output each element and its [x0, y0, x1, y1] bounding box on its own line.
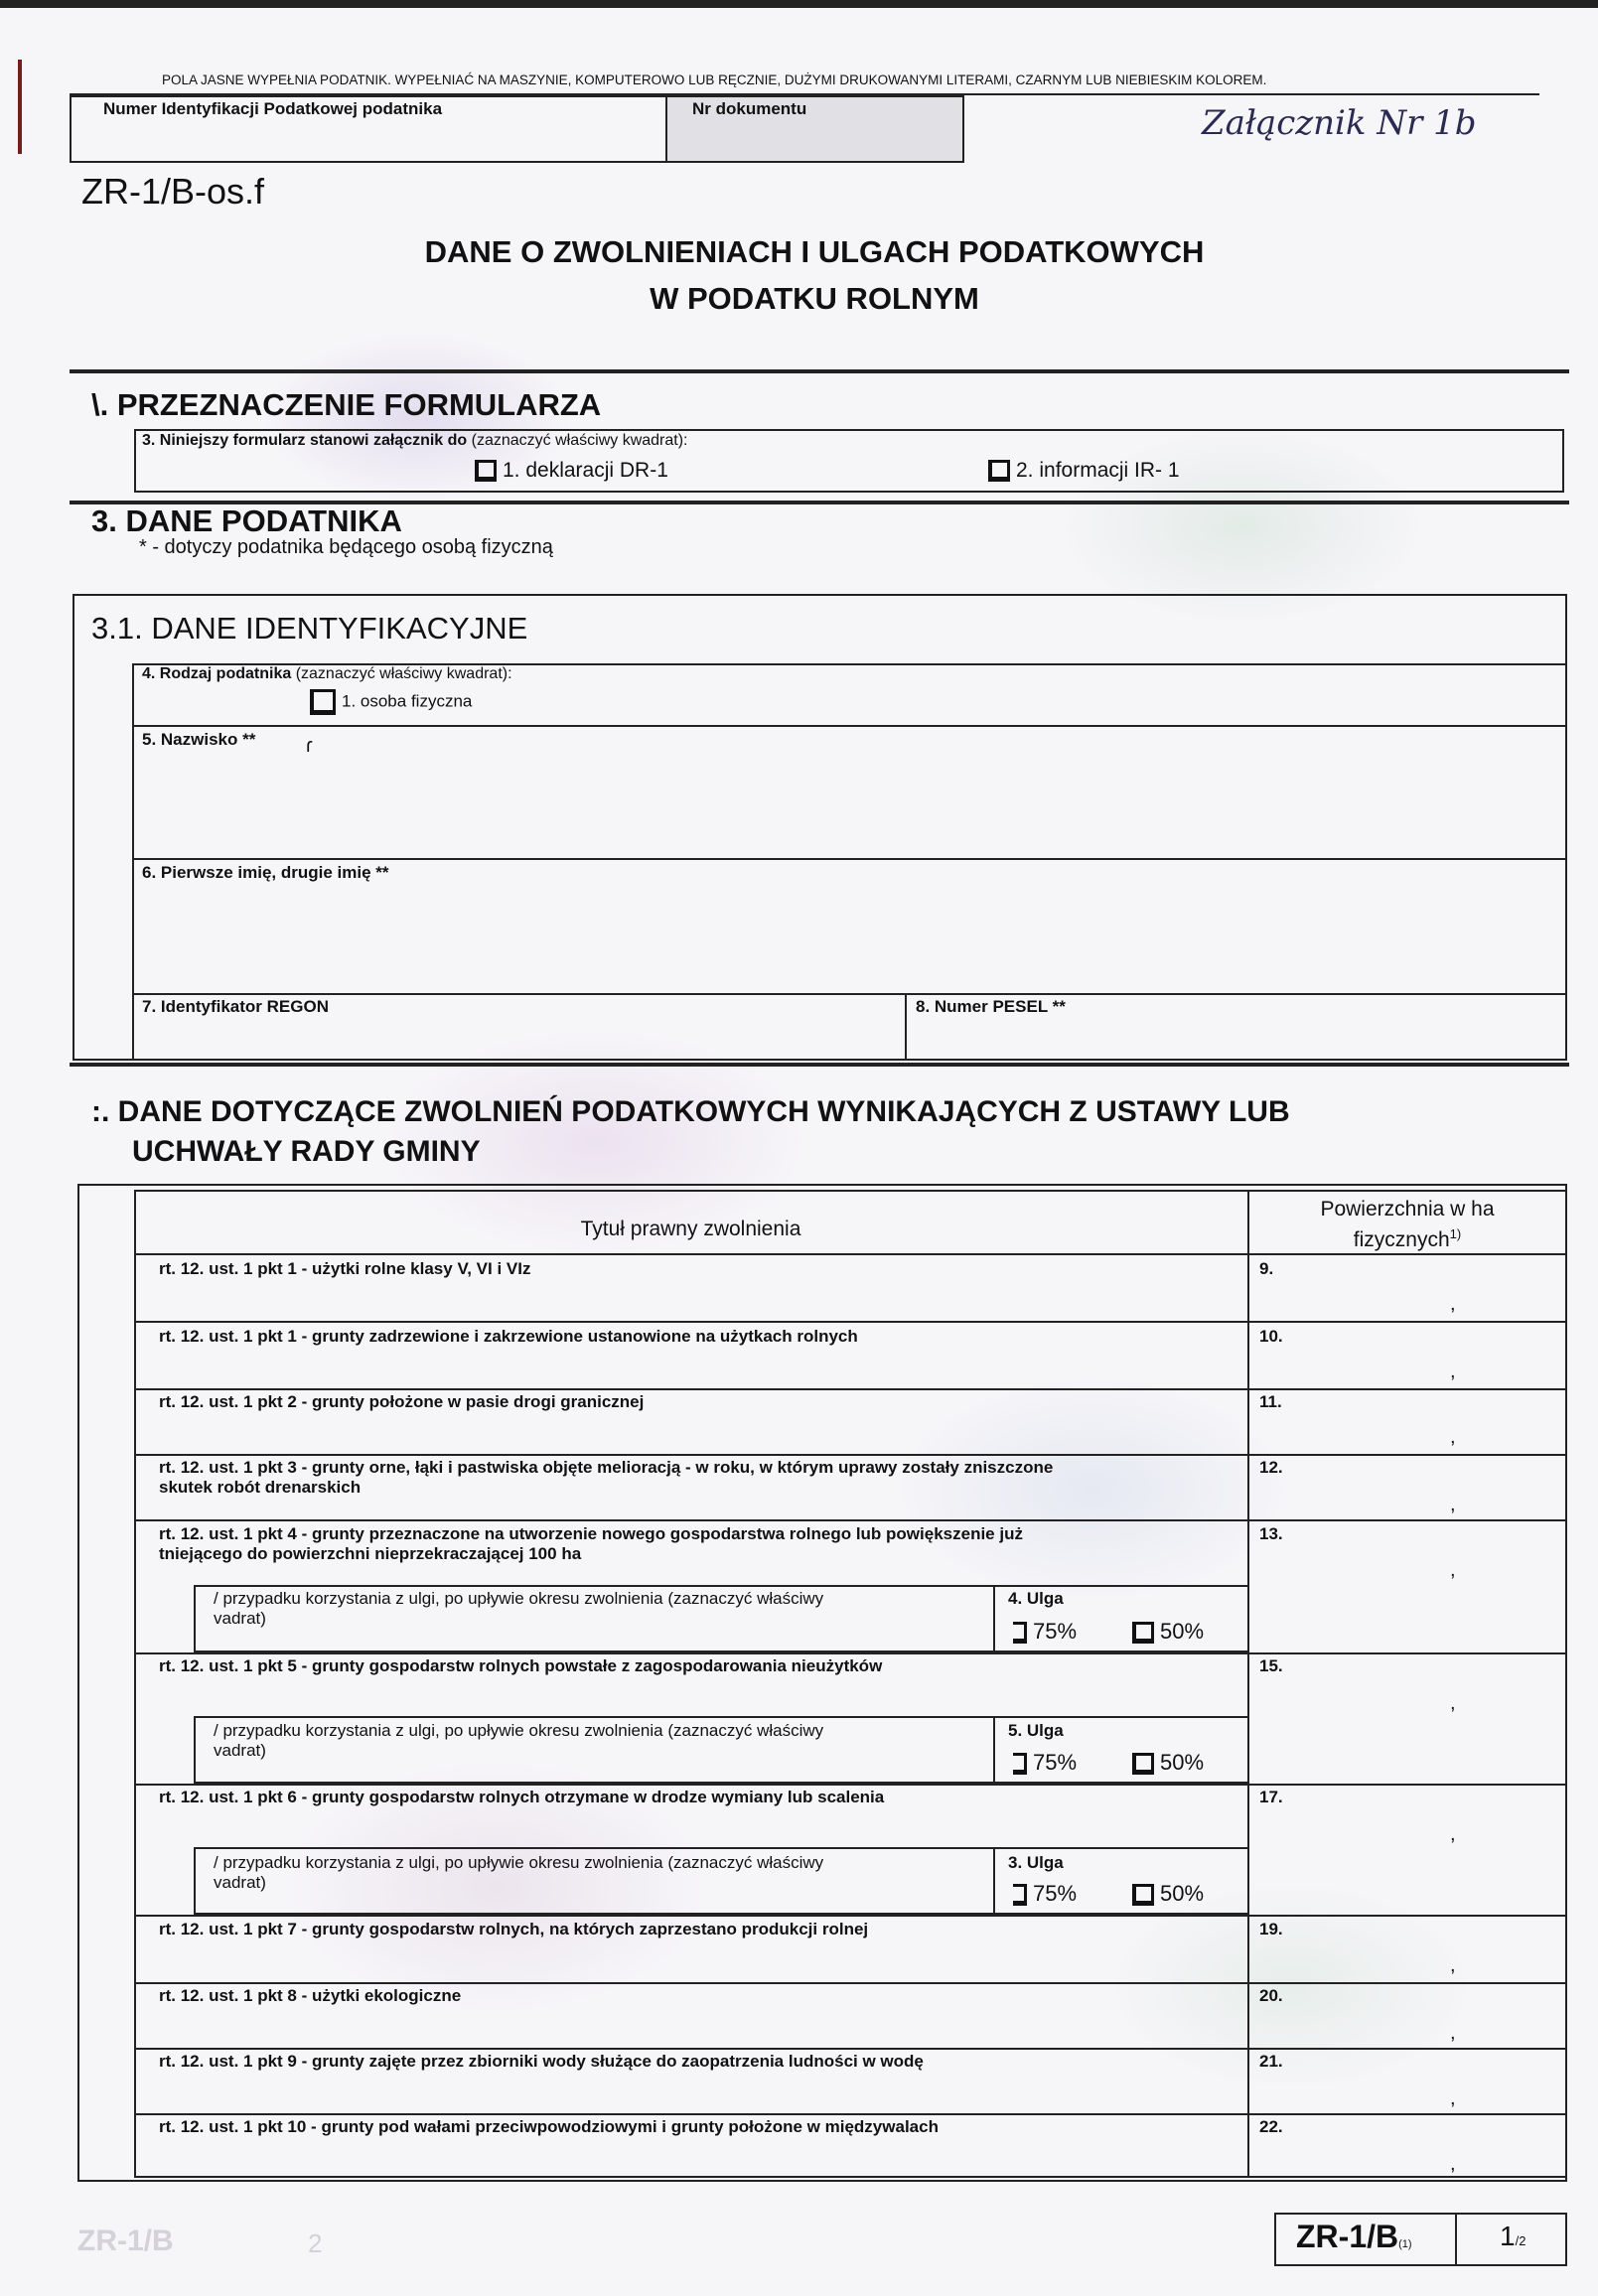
- row-21-area-input[interactable]: [1249, 2050, 1565, 2111]
- field-3-label-wrap: [142, 432, 687, 450]
- pesel-input[interactable]: [908, 1021, 1565, 1059]
- scan-top-edge: [0, 0, 1598, 8]
- field-4-hint: (zaznaczyć właściwy kwadrat):: [295, 665, 512, 682]
- row-17-comma: ,: [1450, 1823, 1456, 1845]
- ghost-page-number: 2: [308, 2228, 323, 2258]
- surname-input[interactable]: [134, 755, 1565, 856]
- row-17-num: 17.: [1259, 1788, 1283, 1806]
- row-22-num: 22.: [1259, 2117, 1283, 2136]
- regon-input[interactable]: [134, 1021, 904, 1059]
- field-3-label: 3. Niniejszy formularz stanowi załącznik do: [142, 432, 468, 449]
- checkbox-icon[interactable]: [1132, 1884, 1154, 1906]
- option-dr1-label: 1. deklaracji DR-1: [503, 459, 668, 482]
- section-c-title-line1: :. DANE DOTYCZĄCE ZWOLNIEŃ PODATKOWYCH WYNIKAJĄCYCH Z USTAWY LUB: [91, 1095, 1290, 1128]
- row-11-num: 11.: [1259, 1392, 1282, 1411]
- relief-16-text: / przypadku korzystania z ulgi, po upływie okresu zwolnienia (zaznaczyć właściwy: [214, 1721, 824, 1740]
- form-title-line1: DANE O ZWOLNIENIACH I ULGACH PODATKOWYCH: [424, 234, 1205, 269]
- row-9-text: rt. 12. ust. 1 pkt 1 - użytki rolne klasy V, VI i VIz: [159, 1259, 531, 1278]
- row-22-text: rt. 12. ust. 1 pkt 10 - grunty pod wałami przeciwpowodziowymi i grunty położone w międzywalach: [159, 2117, 939, 2136]
- field-6-label: 6. Pierwsze imię, drugie imię **: [142, 863, 389, 882]
- doc-no-label: Nr dokumentu: [692, 99, 807, 118]
- row-15-comma: ,: [1450, 1692, 1456, 1714]
- fill-instruction: POLA JASNE WYPEŁNIA PODATNIK. WYPEŁNIAĆ NA MASZYNIE, KOMPUTEROWO LUB RĘCZNIE, DUŻYMI DRUKOWANYMI LITERAMI, CZARNYM LUB NIEBIESKIM KOLOREM.: [162, 72, 1267, 87]
- field-4-label-wrap: [142, 665, 512, 683]
- ghost-form-code: ZR-1/B: [77, 2224, 174, 2257]
- row-12-text2: skutek robót drenarskich: [159, 1478, 362, 1497]
- relief-18-opt-75[interactable]: 75%: [1013, 1881, 1077, 1907]
- col-area-header: [1249, 1197, 1565, 1252]
- row-17-area-input[interactable]: [1249, 1786, 1565, 1913]
- option-dr1[interactable]: [475, 459, 668, 483]
- form-code: ZR-1/B-os.f: [81, 171, 265, 212]
- relief-16-opt-75[interactable]: 75%: [1013, 1750, 1077, 1776]
- row-9-area-input[interactable]: [1249, 1255, 1565, 1319]
- divider: [905, 993, 907, 1061]
- relief-14-text2: vadrat): [214, 1609, 266, 1628]
- nip-label: Numer Identyfikacji Podatkowej podatnika: [103, 99, 443, 118]
- option-natural-person[interactable]: [310, 689, 472, 715]
- relief-14-opt-50[interactable]: 50%: [1132, 1619, 1204, 1645]
- identification-fields: [132, 663, 1567, 1061]
- row-21-text: rt. 12. ust. 1 pkt 9 - grunty zajęte przez zbiorniki wody służące do zaopatrzenia ludności w wodę: [159, 2052, 924, 2071]
- row-10-num: 10.: [1259, 1327, 1283, 1346]
- divider: [993, 1585, 995, 1652]
- row-12-area-input[interactable]: [1249, 1456, 1565, 1517]
- row-19-comma: ,: [1450, 1954, 1456, 1976]
- row-15-num: 15.: [1259, 1656, 1283, 1675]
- field-7-label: 7. Identyfikator REGON: [142, 997, 329, 1016]
- binding-mark: [18, 60, 22, 154]
- row-19-num: 19.: [1259, 1920, 1283, 1938]
- divider: [993, 1847, 995, 1915]
- row-13-text2: tniejącego do powierzchni nieprzekraczającej 100 ha: [159, 1544, 582, 1563]
- row-20-num: 20.: [1259, 1986, 1283, 2005]
- checkbox-icon[interactable]: [1132, 1622, 1154, 1644]
- relief-16-text2: vadrat): [214, 1741, 266, 1760]
- row-15-area-input[interactable]: [1249, 1654, 1565, 1782]
- section-b-note: * - dotyczy podatnika będącego osobą fizyczną: [139, 536, 553, 558]
- relief-16-label: 5. Ulga: [1008, 1721, 1064, 1740]
- doc-no-divider: [665, 95, 667, 163]
- row-13-text: rt. 12. ust. 1 pkt 4 - grunty przeznaczone na utworzenie nowego gospodarstwa rolnego lub powiększenie już: [159, 1524, 1023, 1543]
- row-15-text: rt. 12. ust. 1 pkt 5 - grunty gospodarstw rolnych powstałe z zagospodarowania nieużytków: [159, 1656, 883, 1675]
- page-number: 1/2: [1500, 2221, 1526, 2251]
- relief-18-text2: vadrat): [214, 1873, 266, 1892]
- checkbox-icon[interactable]: [1013, 1884, 1027, 1906]
- relief-14-label: 4. Ulga: [1008, 1589, 1064, 1608]
- handwritten-note: Załącznik Nr 1b: [1202, 103, 1477, 143]
- field-8-label: 8. Numer PESEL **: [916, 997, 1066, 1016]
- checkbox-icon[interactable]: [475, 460, 497, 482]
- section-c-title-line2: UCHWAŁY RADY GMINY: [132, 1135, 481, 1168]
- first-names-input[interactable]: [134, 888, 1565, 991]
- option-natural-person-label: 1. osoba fizyczna: [342, 691, 473, 711]
- section-b-title: 3. DANE PODATNIKA: [91, 503, 402, 538]
- row-12-comma: ,: [1450, 1494, 1456, 1515]
- row-22-area-input[interactable]: [1249, 2115, 1565, 2177]
- divider: [132, 858, 1567, 860]
- row-21-num: 21.: [1259, 2052, 1283, 2071]
- checkbox-icon[interactable]: [1132, 1753, 1154, 1775]
- row-12-text: rt. 12. ust. 1 pkt 3 - grunty orne, łąki i pastwiska objęte melioracją - w roku, w którym uprawy zostały zniszczone: [159, 1458, 1054, 1477]
- row-19-text: rt. 12. ust. 1 pkt 7 - grunty gospodarstw rolnych, na których zaprzestano produkcji rolnej: [159, 1920, 869, 1938]
- checkbox-icon[interactable]: [1013, 1622, 1027, 1644]
- row-13-area-input[interactable]: [1249, 1521, 1565, 1585]
- row-20-text: rt. 12. ust. 1 pkt 8 - użytki ekologiczne: [159, 1986, 462, 2005]
- checkbox-icon[interactable]: [988, 460, 1010, 482]
- row-19-area-input[interactable]: [1249, 1917, 1565, 1980]
- field-4-label: 4. Rodzaj podatnika: [142, 665, 292, 682]
- relief-14-opt-75[interactable]: 75%: [1013, 1619, 1077, 1645]
- footer-code-sub: (1): [1398, 2238, 1412, 2250]
- field-5-mark: ɾ: [306, 735, 313, 757]
- divider: [1455, 2213, 1457, 2266]
- checkbox-icon[interactable]: [1013, 1753, 1027, 1775]
- col-area-sup: 1): [1449, 1226, 1462, 1241]
- row-21-comma: ,: [1450, 2087, 1456, 2109]
- option-ir1[interactable]: [988, 459, 1180, 483]
- section-c-top-rule: [70, 1063, 1569, 1067]
- form-title-line2: W PODATKU ROLNYM: [650, 281, 979, 316]
- row-11-comma: ,: [1450, 1426, 1456, 1448]
- row-22-comma: ,: [1450, 2153, 1456, 2175]
- row-10-area-input[interactable]: [1249, 1323, 1565, 1386]
- relief-16-opt-50[interactable]: 50%: [1132, 1750, 1204, 1776]
- row-9-comma: ,: [1450, 1293, 1456, 1315]
- row-12-num: 12.: [1259, 1458, 1283, 1477]
- option-ir1-label: 2. informacji IR- 1: [1016, 459, 1180, 482]
- section-b1-title: 3.1. DANE IDENTYFIKACYJNE: [91, 611, 528, 646]
- divider: [993, 1716, 995, 1784]
- row-11-text: rt. 12. ust. 1 pkt 2 - grunty położone w pasie drogi granicznej: [159, 1392, 645, 1411]
- row-11-area-input[interactable]: [1249, 1390, 1565, 1452]
- row-10-comma: ,: [1450, 1361, 1456, 1382]
- row-17-text: rt. 12. ust. 1 pkt 6 - grunty gospodarstw rolnych otrzymane w drodze wymiany lub scalenia: [159, 1788, 885, 1806]
- col-area-line2: fizycznych: [1353, 1228, 1450, 1251]
- row-20-comma: ,: [1450, 2022, 1456, 2044]
- divider: [132, 993, 1567, 995]
- row-20-area-input[interactable]: [1249, 1984, 1565, 2046]
- relief-14-text: / przypadku korzystania z ulgi, po upływie okresu zwolnienia (zaznaczyć właściwy: [214, 1589, 824, 1608]
- divider: [132, 725, 1567, 727]
- section-a-title: \. PRZEZNACZENIE FORMULARZA: [91, 387, 602, 422]
- relief-18-label: 3. Ulga: [1008, 1853, 1064, 1872]
- checkbox-icon[interactable]: [310, 689, 336, 715]
- row-10-text: rt. 12. ust. 1 pkt 1 - grunty zadrzewione i zakrzewione ustanowione na użytkach rolnych: [159, 1327, 858, 1346]
- row-9-num: 9.: [1259, 1259, 1274, 1278]
- row-13-comma: ,: [1450, 1559, 1456, 1581]
- field-3-hint: (zaznaczyć właściwy kwadrat):: [471, 432, 688, 449]
- col-title-header: Tytuł prawny zwolnienia: [580, 1218, 801, 1240]
- row-13-num: 13.: [1259, 1524, 1283, 1543]
- relief-18-opt-50[interactable]: 50%: [1132, 1881, 1204, 1907]
- page-total: /2: [1515, 2233, 1526, 2248]
- footer-form-code: ZR-1/B(1): [1296, 2219, 1412, 2254]
- section-a-top-rule: [70, 369, 1569, 373]
- field-5-label: 5. Nazwisko **: [142, 730, 256, 749]
- col-area-line1: Powierzchnia w ha: [1320, 1198, 1495, 1220]
- relief-18-text: / przypadku korzystania z ulgi, po upływie okresu zwolnienia (zaznaczyć właściwy: [214, 1853, 824, 1872]
